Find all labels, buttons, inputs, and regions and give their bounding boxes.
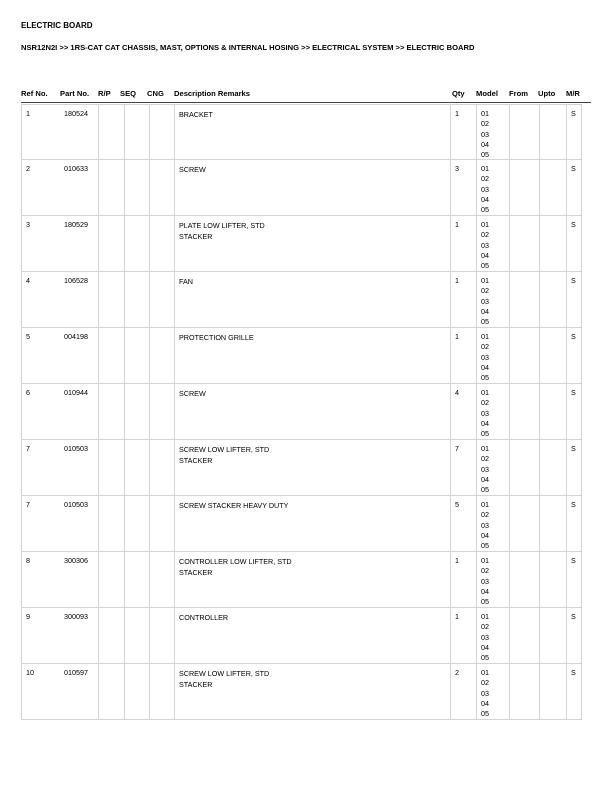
mr-cell: S — [566, 496, 583, 551]
model-code: 05 — [481, 709, 489, 719]
seq-cell — [124, 552, 149, 607]
model-code: 02 — [481, 119, 489, 129]
table-row — [21, 104, 582, 160]
rp-cell — [98, 216, 124, 271]
model-code: 01 — [481, 109, 489, 118]
table-row — [21, 664, 582, 720]
upto-cell — [539, 440, 566, 495]
model-code: 04 — [481, 418, 489, 428]
description-cell — [174, 384, 450, 439]
from-cell — [509, 384, 539, 439]
model-code: 01 — [481, 276, 489, 285]
model-cell — [476, 664, 509, 719]
model-code: 04 — [481, 530, 489, 540]
model-code: 03 — [481, 464, 489, 474]
from-cell — [509, 440, 539, 495]
mr-cell: S — [566, 328, 583, 383]
description-line: SCREW — [179, 165, 206, 174]
model-code: 02 — [481, 286, 489, 296]
rp-cell — [98, 384, 124, 439]
ref-no-cell: 6 — [26, 388, 30, 397]
description-line: CONTROLLER LOW LIFTER, STD — [179, 557, 292, 566]
header-mr: M/R — [566, 89, 580, 98]
model-cell — [476, 328, 509, 383]
description-line: BRACKET — [179, 110, 213, 119]
model-code: 05 — [481, 373, 489, 383]
description-line: FAN — [179, 277, 193, 286]
from-cell — [509, 160, 539, 215]
header-divider — [21, 102, 591, 103]
model-code: 02 — [481, 622, 489, 632]
model-code: 04 — [481, 698, 489, 708]
ref-no-cell: 8 — [26, 556, 30, 565]
upto-cell — [539, 384, 566, 439]
qty-cell: 1 — [450, 328, 476, 383]
cng-cell — [149, 664, 174, 719]
mr-cell: S — [566, 608, 583, 663]
model-code: 05 — [481, 261, 489, 271]
mr-cell: S — [566, 384, 583, 439]
from-cell — [509, 272, 539, 327]
description-cell — [174, 272, 450, 327]
model-code: 04 — [481, 250, 489, 260]
model-cell — [476, 496, 509, 551]
cng-cell — [149, 496, 174, 551]
seq-cell — [124, 440, 149, 495]
description-line: STACKER — [179, 232, 213, 241]
upto-cell — [539, 664, 566, 719]
rp-cell — [98, 105, 124, 159]
model-code: 01 — [481, 668, 489, 677]
model-code: 02 — [481, 566, 489, 576]
upto-cell — [539, 608, 566, 663]
model-code: 05 — [481, 150, 489, 160]
model-cell — [476, 608, 509, 663]
from-cell — [509, 216, 539, 271]
description-line: SCREW — [179, 389, 206, 398]
header-seq: SEQ — [120, 89, 137, 98]
header-cng: CNG — [147, 89, 164, 98]
description-line: SCREW LOW LIFTER, STD — [179, 669, 270, 678]
cng-cell — [149, 105, 174, 159]
header-part-no: Part No. — [60, 89, 90, 98]
rp-cell — [98, 608, 124, 663]
description-line: CONTROLLER — [179, 613, 229, 622]
model-cell — [476, 440, 509, 495]
rp-cell — [98, 664, 124, 719]
description-cell — [174, 664, 450, 719]
cng-cell — [149, 440, 174, 495]
upto-cell — [539, 216, 566, 271]
description-cell — [174, 440, 450, 495]
table-row — [21, 440, 582, 496]
model-code: 05 — [481, 205, 489, 215]
upto-cell — [539, 160, 566, 215]
model-code: 05 — [481, 653, 489, 663]
model-code: 01 — [481, 388, 489, 397]
model-code: 03 — [481, 688, 489, 698]
model-code: 04 — [481, 194, 489, 204]
table-row — [21, 272, 582, 328]
header-model: Model — [476, 89, 498, 98]
cng-cell — [149, 552, 174, 607]
seq-cell — [124, 664, 149, 719]
part-no-cell: 010503 — [64, 444, 88, 453]
from-cell — [509, 328, 539, 383]
table-row — [21, 216, 582, 272]
model-code: 03 — [481, 576, 489, 586]
header-ref-no: Ref No. — [21, 89, 48, 98]
part-no-cell: 004198 — [64, 332, 88, 341]
qty-cell: 1 — [450, 272, 476, 327]
ref-no-cell: 7 — [26, 500, 30, 509]
model-code: 02 — [481, 398, 489, 408]
from-cell — [509, 608, 539, 663]
part-no-cell: 106528 — [64, 276, 88, 285]
description-line: SCREW LOW LIFTER, STD — [179, 445, 270, 454]
model-code: 03 — [481, 296, 489, 306]
model-code: 02 — [481, 342, 489, 352]
ref-no-cell: 9 — [26, 612, 30, 621]
model-code: 02 — [481, 510, 489, 520]
part-no-cell: 300093 — [64, 612, 88, 621]
rp-cell — [98, 328, 124, 383]
qty-cell: 2 — [450, 664, 476, 719]
model-code: 04 — [481, 139, 489, 149]
table-row — [21, 552, 582, 608]
table-row — [21, 160, 582, 216]
model-cell — [476, 384, 509, 439]
table-row — [21, 608, 582, 664]
description-line: STACKER — [179, 680, 213, 689]
model-code: 03 — [481, 129, 489, 139]
model-code: 01 — [481, 444, 489, 453]
model-code: 02 — [481, 678, 489, 688]
description-line: STACKER — [179, 568, 213, 577]
part-no-cell: 010503 — [64, 500, 88, 509]
qty-cell: 5 — [450, 496, 476, 551]
description-cell — [174, 105, 450, 159]
mr-cell: S — [566, 105, 583, 159]
table-row — [21, 384, 582, 440]
model-code: 02 — [481, 174, 489, 184]
description-line: SCREW STACKER HEAVY DUTY — [179, 501, 289, 510]
description-cell — [174, 496, 450, 551]
description-cell — [174, 552, 450, 607]
model-code: 04 — [481, 474, 489, 484]
description-cell — [174, 160, 450, 215]
mr-cell: S — [566, 664, 583, 719]
qty-cell: 3 — [450, 160, 476, 215]
model-code: 01 — [481, 164, 489, 173]
upto-cell — [539, 496, 566, 551]
header-description: Description Remarks — [174, 89, 250, 98]
model-code: 02 — [481, 454, 489, 464]
cng-cell — [149, 216, 174, 271]
seq-cell — [124, 384, 149, 439]
mr-cell: S — [566, 440, 583, 495]
ref-no-cell: 4 — [26, 276, 30, 285]
model-code: 02 — [481, 230, 489, 240]
parts-table — [21, 104, 582, 720]
from-cell — [509, 552, 539, 607]
seq-cell — [124, 496, 149, 551]
table-row — [21, 496, 582, 552]
model-code: 03 — [481, 632, 489, 642]
rp-cell — [98, 496, 124, 551]
model-code: 04 — [481, 306, 489, 316]
model-code: 05 — [481, 541, 489, 551]
from-cell — [509, 496, 539, 551]
model-code: 01 — [481, 220, 489, 229]
rp-cell — [98, 552, 124, 607]
description-line: STACKER — [179, 456, 213, 465]
upto-cell — [539, 552, 566, 607]
qty-cell: 1 — [450, 105, 476, 159]
description-cell — [174, 608, 450, 663]
model-code: 04 — [481, 586, 489, 596]
breadcrumb: NSR12N2I >> 1RS-CAT CAT CHASSIS, MAST, OPTIONS & INTERNAL HOSING >> ELECTRICAL SYSTEM >> ELECTRIC BOARD — [21, 43, 475, 52]
model-code: 05 — [481, 597, 489, 607]
qty-cell: 1 — [450, 608, 476, 663]
upto-cell — [539, 105, 566, 159]
seq-cell — [124, 216, 149, 271]
qty-cell: 4 — [450, 384, 476, 439]
seq-cell — [124, 272, 149, 327]
from-cell — [509, 664, 539, 719]
ref-no-cell: 3 — [26, 220, 30, 229]
from-cell — [509, 105, 539, 159]
mr-cell: S — [566, 272, 583, 327]
header-qty: Qty — [452, 89, 465, 98]
description-line: PROTECTION GRILLE — [179, 333, 254, 342]
qty-cell: 1 — [450, 552, 476, 607]
model-cell — [476, 552, 509, 607]
rp-cell — [98, 160, 124, 215]
cng-cell — [149, 608, 174, 663]
upto-cell — [539, 272, 566, 327]
model-code: 01 — [481, 556, 489, 565]
mr-cell: S — [566, 216, 583, 271]
part-no-cell: 300306 — [64, 556, 88, 565]
header-from: From — [509, 89, 528, 98]
seq-cell — [124, 160, 149, 215]
model-cell — [476, 160, 509, 215]
model-cell — [476, 272, 509, 327]
qty-cell: 7 — [450, 440, 476, 495]
ref-no-cell: 10 — [26, 668, 34, 677]
part-no-cell: 180529 — [64, 220, 88, 229]
model-cell — [476, 216, 509, 271]
seq-cell — [124, 105, 149, 159]
seq-cell — [124, 328, 149, 383]
model-code: 04 — [481, 642, 489, 652]
description-cell — [174, 328, 450, 383]
ref-no-cell: 5 — [26, 332, 30, 341]
model-code: 01 — [481, 612, 489, 621]
ref-no-cell: 2 — [26, 164, 30, 173]
part-no-cell: 180524 — [64, 109, 88, 118]
model-code: 03 — [481, 352, 489, 362]
model-code: 03 — [481, 408, 489, 418]
mr-cell: S — [566, 160, 583, 215]
model-code: 03 — [481, 520, 489, 530]
part-no-cell: 010597 — [64, 668, 88, 677]
model-cell — [476, 105, 509, 159]
model-code: 03 — [481, 240, 489, 250]
model-code: 05 — [481, 317, 489, 327]
model-code: 05 — [481, 485, 489, 495]
part-no-cell: 010944 — [64, 388, 88, 397]
model-code: 01 — [481, 332, 489, 341]
part-no-cell: 010633 — [64, 164, 88, 173]
rp-cell — [98, 440, 124, 495]
ref-no-cell: 1 — [26, 109, 30, 118]
header-upto: Upto — [538, 89, 556, 98]
rp-cell — [98, 272, 124, 327]
model-code: 01 — [481, 500, 489, 509]
ref-no-cell: 7 — [26, 444, 30, 453]
header-rp: R/P — [98, 89, 111, 98]
qty-cell: 1 — [450, 216, 476, 271]
cng-cell — [149, 272, 174, 327]
cng-cell — [149, 384, 174, 439]
model-code: 03 — [481, 184, 489, 194]
mr-cell: S — [566, 552, 583, 607]
seq-cell — [124, 608, 149, 663]
cng-cell — [149, 328, 174, 383]
table-header — [21, 89, 591, 101]
cng-cell — [149, 160, 174, 215]
model-code: 05 — [481, 429, 489, 439]
upto-cell — [539, 328, 566, 383]
table-row — [21, 328, 582, 384]
page-title: ELECTRIC BOARD — [21, 21, 93, 30]
description-cell — [174, 216, 450, 271]
model-code: 04 — [481, 362, 489, 372]
description-line: PLATE LOW LIFTER, STD — [179, 221, 265, 230]
